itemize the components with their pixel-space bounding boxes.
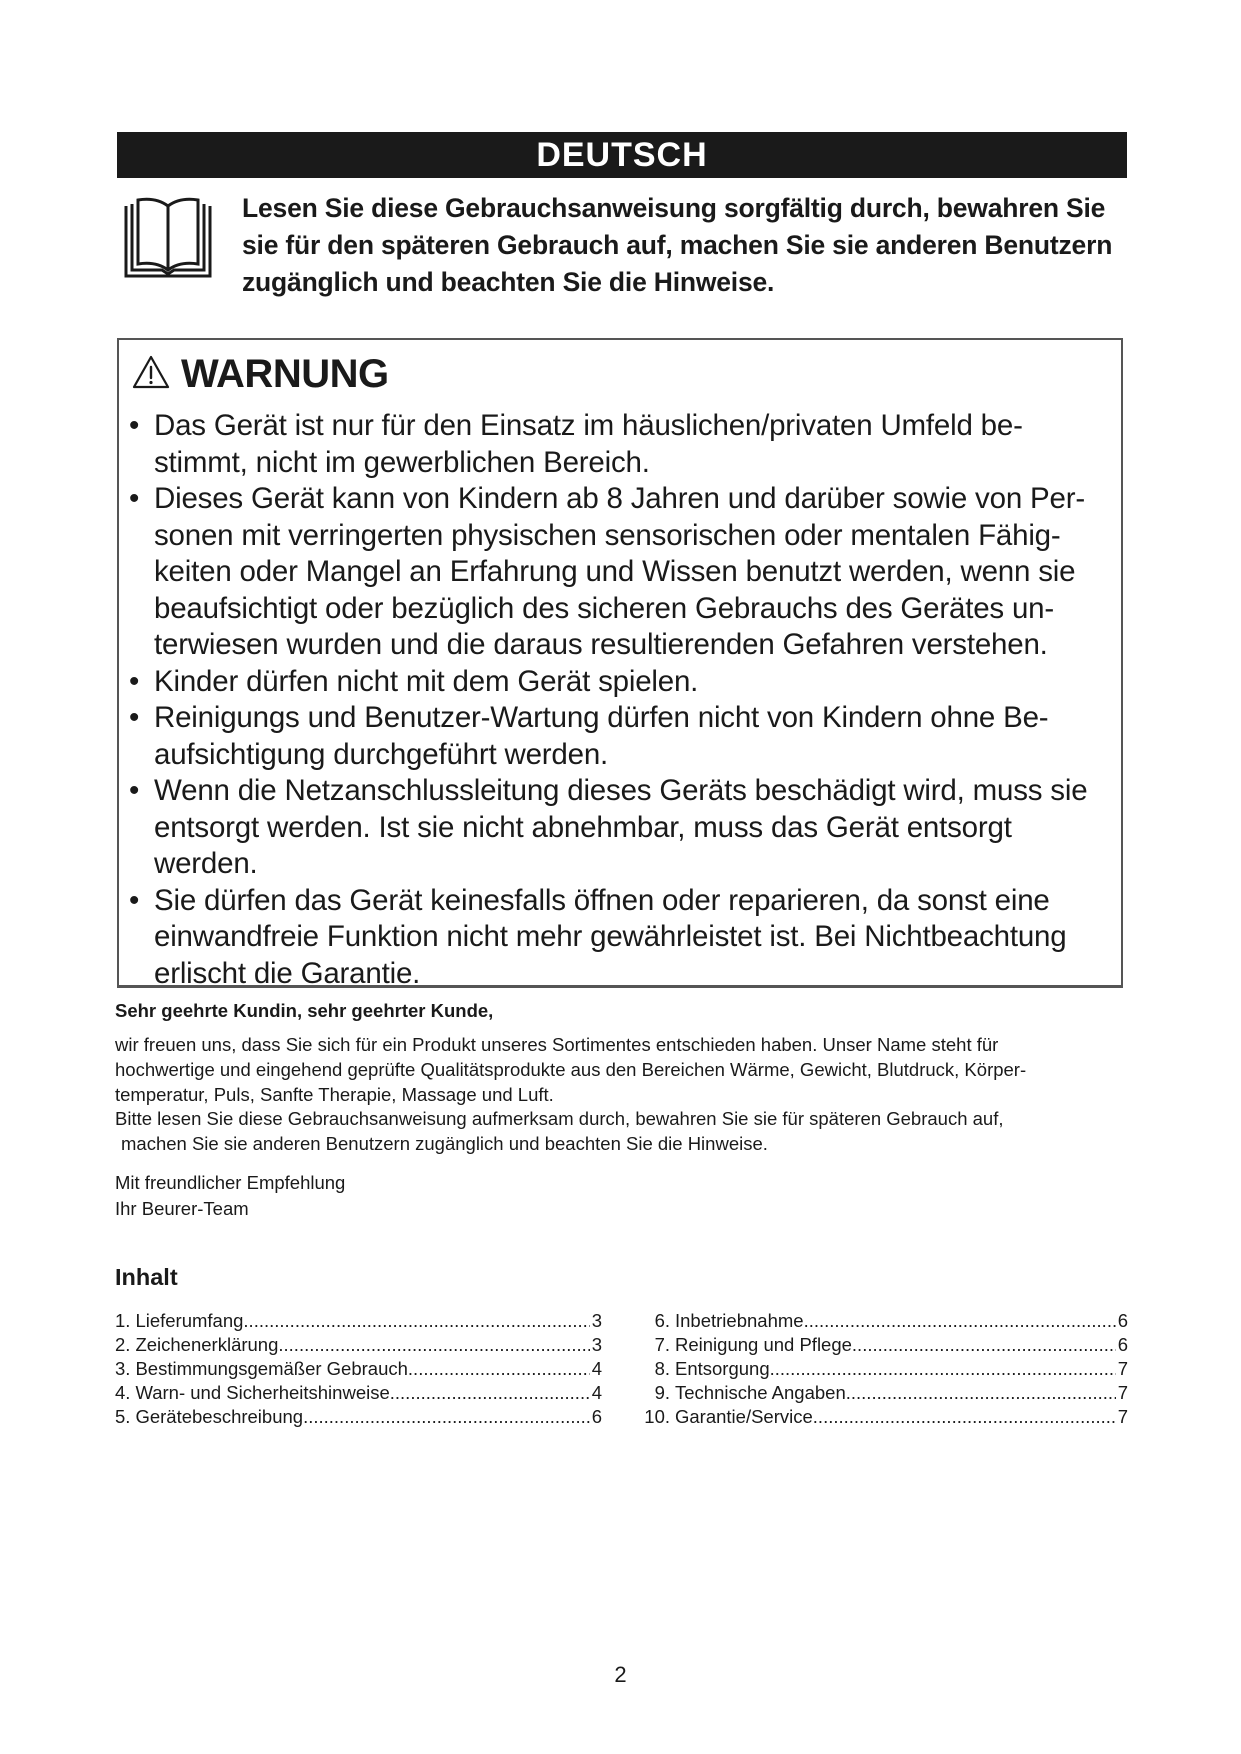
toc-leader xyxy=(303,1405,590,1429)
toc-entry-page: 7 xyxy=(1117,1358,1128,1379)
toc-entry[interactable] xyxy=(640,1381,1128,1405)
toc-leader xyxy=(846,1381,1116,1405)
warning-item: • Kinder dürfen nicht mit dem Gerät spielen. xyxy=(129,664,1104,701)
intro-line: sie für den späteren Gebrauch auf, machen Sie sie anderen Benutzern xyxy=(242,230,1113,260)
toc-entry[interactable] xyxy=(640,1357,1128,1381)
warning-heading xyxy=(131,352,389,397)
toc-column-left xyxy=(115,1309,602,1429)
signature-line: Ihr Beurer-Team xyxy=(115,1197,249,1219)
letter-greeting: Sehr geehrte Kundin, sehr geehrter Kunde, xyxy=(115,1000,494,1021)
warning-item: • Dieses Gerät kann von Kindern ab 8 Jahren und darüber sowie von Per-sonen mit verringerten physischen sensorischen oder mentalen Fähig-keiten oder Mangel an Erfahrung und Wissen benutzt werden, wenn sie beaufsichtigt oder bezüglich des sicheren Gebrauchs des Gerätes un-terwiesen wurden und die daraus resultierenden Gefahren verstehen. xyxy=(129,481,1104,664)
toc-entry-label: Zeichenerklärung xyxy=(135,1334,279,1355)
open-book-icon xyxy=(122,196,214,280)
toc-leader xyxy=(278,1333,589,1357)
toc-leader xyxy=(804,1309,1116,1333)
warning-triangle-icon xyxy=(131,354,171,390)
language-title: DEUTSCH xyxy=(536,135,708,174)
intro-line: Lesen Sie diese Gebrauchsanweisung sorgfältig durch, bewahren Sie xyxy=(242,193,1106,223)
toc-entry-label: Gerätebeschreibung xyxy=(135,1406,304,1427)
warning-item: • Reinigungs und Benutzer-Wartung dürfen nicht von Kindern ohne Be-aufsichtigung durchgeführt werden. xyxy=(129,700,1104,773)
toc-entry-page: 7 xyxy=(1117,1382,1128,1403)
intro-line: zugänglich und beachten Sie die Hinweise. xyxy=(242,267,775,297)
toc-entry-number: 5. xyxy=(115,1406,131,1427)
toc-leader xyxy=(770,1357,1116,1381)
toc-leader xyxy=(408,1357,590,1381)
toc-entry-label: Entsorgung xyxy=(675,1358,770,1379)
toc-entry-number: 7. xyxy=(654,1334,670,1355)
letter-line: hochwertige und eingehend geprüfte Qualitätsprodukte aus den Bereichen Wärme, Gewicht, Blutdruck, Körper- xyxy=(115,1058,1027,1080)
warning-box xyxy=(117,338,1123,988)
warning-item: • Wenn die Netzanschlussleitung dieses Geräts beschädigt wird, muss sie entsorgt werden. Ist sie nicht abnehmbar, muss das Gerät entsorgt werden. xyxy=(129,773,1104,883)
toc-entry-number: 6. xyxy=(654,1310,670,1331)
toc-entry-label: Inbetriebnahme xyxy=(675,1310,804,1331)
toc-entry-number: 4. xyxy=(115,1382,131,1403)
letter-line: Bitte lesen Sie diese Gebrauchsanweisung aufmerksam durch, bewahren Sie sie für späteren Gebrauch auf, xyxy=(115,1108,1004,1130)
warning-list xyxy=(129,408,1104,992)
toc-entry-number: 10. xyxy=(644,1406,670,1427)
language-header xyxy=(117,132,1127,178)
letter-line: temperatur, Puls, Sanfte Therapie, Massage und Luft. xyxy=(115,1083,554,1105)
toc-entry[interactable] xyxy=(640,1405,1128,1429)
toc-title: Inhalt xyxy=(115,1264,178,1290)
letter-body xyxy=(115,1033,1125,1157)
letter-line: machen Sie sie anderen Benutzern zugänglich und beachten Sie die Hinweise. xyxy=(121,1133,768,1155)
toc-entry[interactable] xyxy=(115,1357,602,1381)
toc-entry-label: Reinigung und Pflege xyxy=(675,1334,852,1355)
toc-entry-number: 3. xyxy=(115,1358,131,1379)
toc-leader xyxy=(813,1405,1116,1429)
toc-leader xyxy=(852,1333,1116,1357)
toc-entry-number: 2. xyxy=(115,1334,131,1355)
toc-entry-page: 4 xyxy=(591,1382,602,1403)
toc-entry-number: 8. xyxy=(654,1358,670,1379)
toc-leader xyxy=(390,1381,590,1405)
toc-entry[interactable] xyxy=(115,1405,602,1429)
toc-entry-label: Lieferumfang xyxy=(135,1310,244,1331)
warning-item: • Sie dürfen das Gerät keinesfalls öffnen oder reparieren, da sonst eine einwandfreie Funktion nicht mehr gewährleistet ist. Bei Nichtbeachtung erlischt die Garantie. xyxy=(129,883,1104,993)
toc-entry-page: 6 xyxy=(591,1406,602,1427)
toc-entry-label: Warn- und Sicherheitshinweise xyxy=(135,1382,390,1403)
toc-entry-page: 6 xyxy=(1117,1310,1128,1331)
toc-entry-page: 4 xyxy=(591,1358,602,1379)
toc-entry[interactable] xyxy=(115,1309,602,1333)
toc-entry-page: 7 xyxy=(1117,1406,1128,1427)
toc-entry-label: Garantie/Service xyxy=(675,1406,813,1427)
letter-line: wir freuen uns, dass Sie sich für ein Produkt unseres Sortimentes entschieden haben. Unser Name steht für xyxy=(115,1034,999,1055)
page-number: 2 xyxy=(614,1662,627,1687)
toc-entry-page: 3 xyxy=(591,1310,602,1331)
intro-notice xyxy=(242,190,1132,301)
toc-entry[interactable] xyxy=(115,1333,602,1357)
closing-line: Mit freundlicher Empfehlung xyxy=(115,1172,346,1193)
toc-entry-label: Bestimmungsgemäßer Gebrauch xyxy=(135,1358,408,1379)
toc-entry-label: Technische Angaben xyxy=(675,1382,846,1403)
toc-entry[interactable] xyxy=(640,1309,1128,1333)
toc-entry-number: 1. xyxy=(115,1310,131,1331)
toc-entry-number: 9. xyxy=(654,1382,670,1403)
letter-closing xyxy=(115,1170,345,1221)
warning-item: • Das Gerät ist nur für den Einsatz im häuslichen/privaten Umfeld be-stimmt, nicht im gewerblichen Bereich. xyxy=(129,408,1104,481)
toc-entry-page: 6 xyxy=(1117,1334,1128,1355)
toc-leader xyxy=(243,1309,589,1333)
toc-entry[interactable] xyxy=(115,1381,602,1405)
warning-title: WARNUNG xyxy=(181,352,389,396)
toc-entry-page: 3 xyxy=(591,1334,602,1355)
toc-entry[interactable] xyxy=(640,1333,1128,1357)
toc-column-right xyxy=(640,1309,1128,1429)
